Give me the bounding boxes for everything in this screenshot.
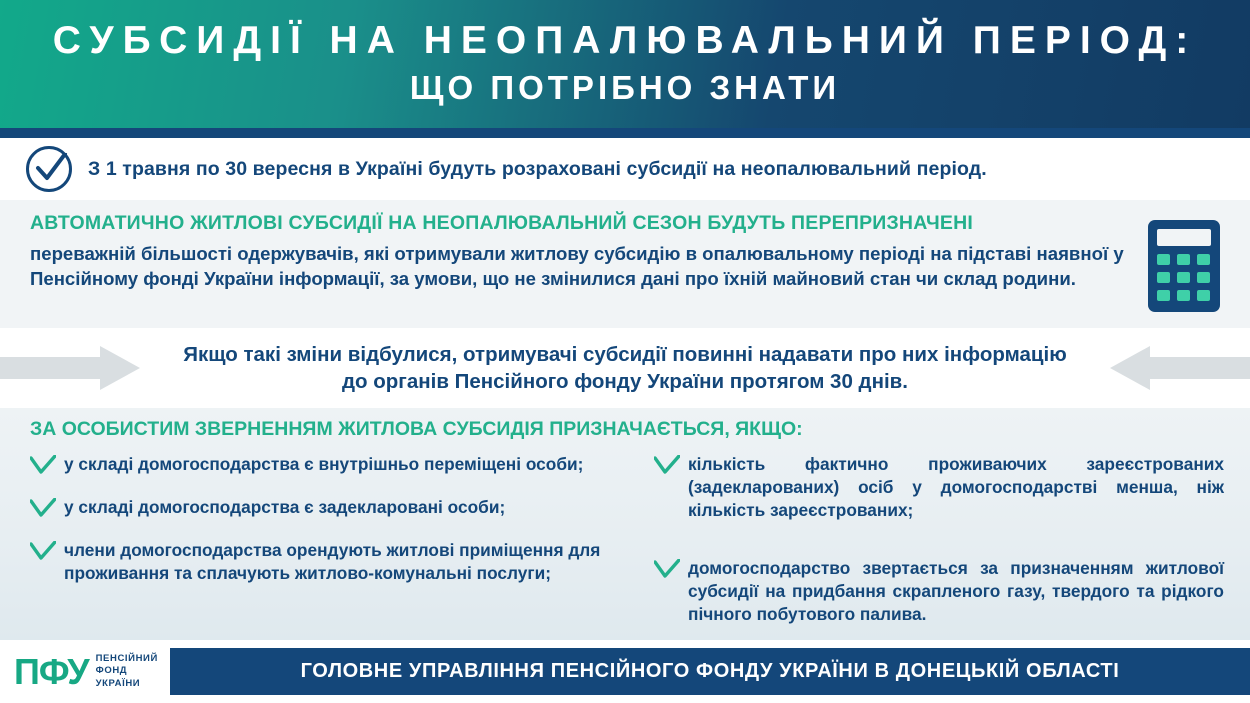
list-item — [30, 453, 620, 480]
check-tick-icon — [30, 539, 64, 585]
footer-bar — [170, 648, 1250, 695]
list-item-label: члени домогосподарства орендують житлові приміщення для проживання та сплачують житлово-комунальні послуги; — [64, 540, 601, 584]
header-divider-band — [0, 128, 1250, 138]
pfu-logo-line3: УКРАЇНИ — [95, 677, 141, 689]
key-statement-row — [0, 138, 1250, 200]
auto-reassignment-body: переважній більшості одержувачів, які отримували житлову субсидію в опалювальному періоді на підставі наявної у Пенсійному фонді України інформації, за умови, що не змінилися дані про їхній майновий стан чи склад родини. — [30, 243, 1124, 289]
pfu-logo-line1: ПЕНСІЙНИЙ — [95, 653, 158, 665]
pfu-logo — [0, 640, 170, 703]
arrow-left-icon — [1110, 346, 1250, 390]
list-item — [30, 539, 620, 585]
changes-notice-section — [0, 328, 1250, 408]
list-item-label: у складі домогосподарства є внутрішньо переміщені особи; — [64, 454, 584, 474]
check-tick-icon — [654, 557, 688, 627]
conditions-column-left — [30, 453, 620, 642]
auto-reassignment-title: АВТОМАТИЧНО ЖИТЛОВІ СУБСИДІЇ НА НЕОПАЛЮВАЛЬНИЙ СЕЗОН БУДУТЬ ПЕРЕПРИЗНАЧЕНІ — [30, 212, 974, 234]
list-item — [654, 557, 1224, 627]
changes-notice-text: Якщо такі зміни відбулися, отримувачі субсидії повинні надавати про них інформацію до органів Пенсійного фонду України протягом 30 днів. — [183, 342, 1067, 393]
poster-title-line1: СУБСИДІЇ НА НЕОПАЛЮВАЛЬНИЙ ПЕРІОД: — [52, 18, 1198, 62]
calculator-icon — [1146, 218, 1222, 314]
conditions-columns — [0, 453, 1250, 642]
personal-application-section — [0, 408, 1250, 640]
list-item — [30, 496, 620, 523]
poster-title-line2: ЩО ПОТРІБНО ЗНАТИ — [409, 69, 841, 107]
pfu-logo-text — [96, 653, 158, 689]
check-tick-icon — [654, 453, 688, 523]
arrow-right-icon — [0, 346, 140, 390]
key-statement-text: З 1 травня по 30 вересня в Україні будуть розраховані субсидії на неопалювальний період. — [88, 157, 987, 180]
check-tick-icon — [30, 496, 64, 523]
pfu-logo-line2: ФОНД — [95, 665, 128, 677]
check-tick-icon — [30, 453, 64, 480]
list-item-label: кількість фактично проживаючих зареєстрованих (задекларованих) осіб у домогосподарстві менша, ніж кількість зареєстрованих; — [688, 454, 1224, 521]
pfu-logo-mark: ПФУ — [14, 650, 89, 692]
checkmark-icon — [26, 146, 72, 192]
list-item-label: у складі домогосподарства є задекларовані особи; — [64, 497, 506, 517]
list-item-label: домогосподарство звертається за призначенням житлової субсидії на придбання скрапленого газу, твердого та рідкого пічного побутового палива. — [688, 557, 1224, 624]
poster-footer — [0, 640, 1250, 703]
conditions-column-right — [654, 453, 1224, 642]
auto-reassignment-section — [0, 200, 1250, 328]
poster-header — [0, 0, 1250, 128]
personal-application-title: ЗА ОСОБИСТИМ ЗВЕРНЕННЯМ ЖИТЛОВА СУБСИДІЯ ПРИЗНАЧАЄТЬСЯ, ЯКЩО: — [30, 418, 803, 440]
footer-bar-text: ГОЛОВНЕ УПРАВЛІННЯ ПЕНСІЙНОГО ФОНДУ УКРАЇНИ В ДОНЕЦЬКІЙ ОБЛАСТІ — [300, 660, 1120, 682]
list-item — [654, 453, 1224, 523]
